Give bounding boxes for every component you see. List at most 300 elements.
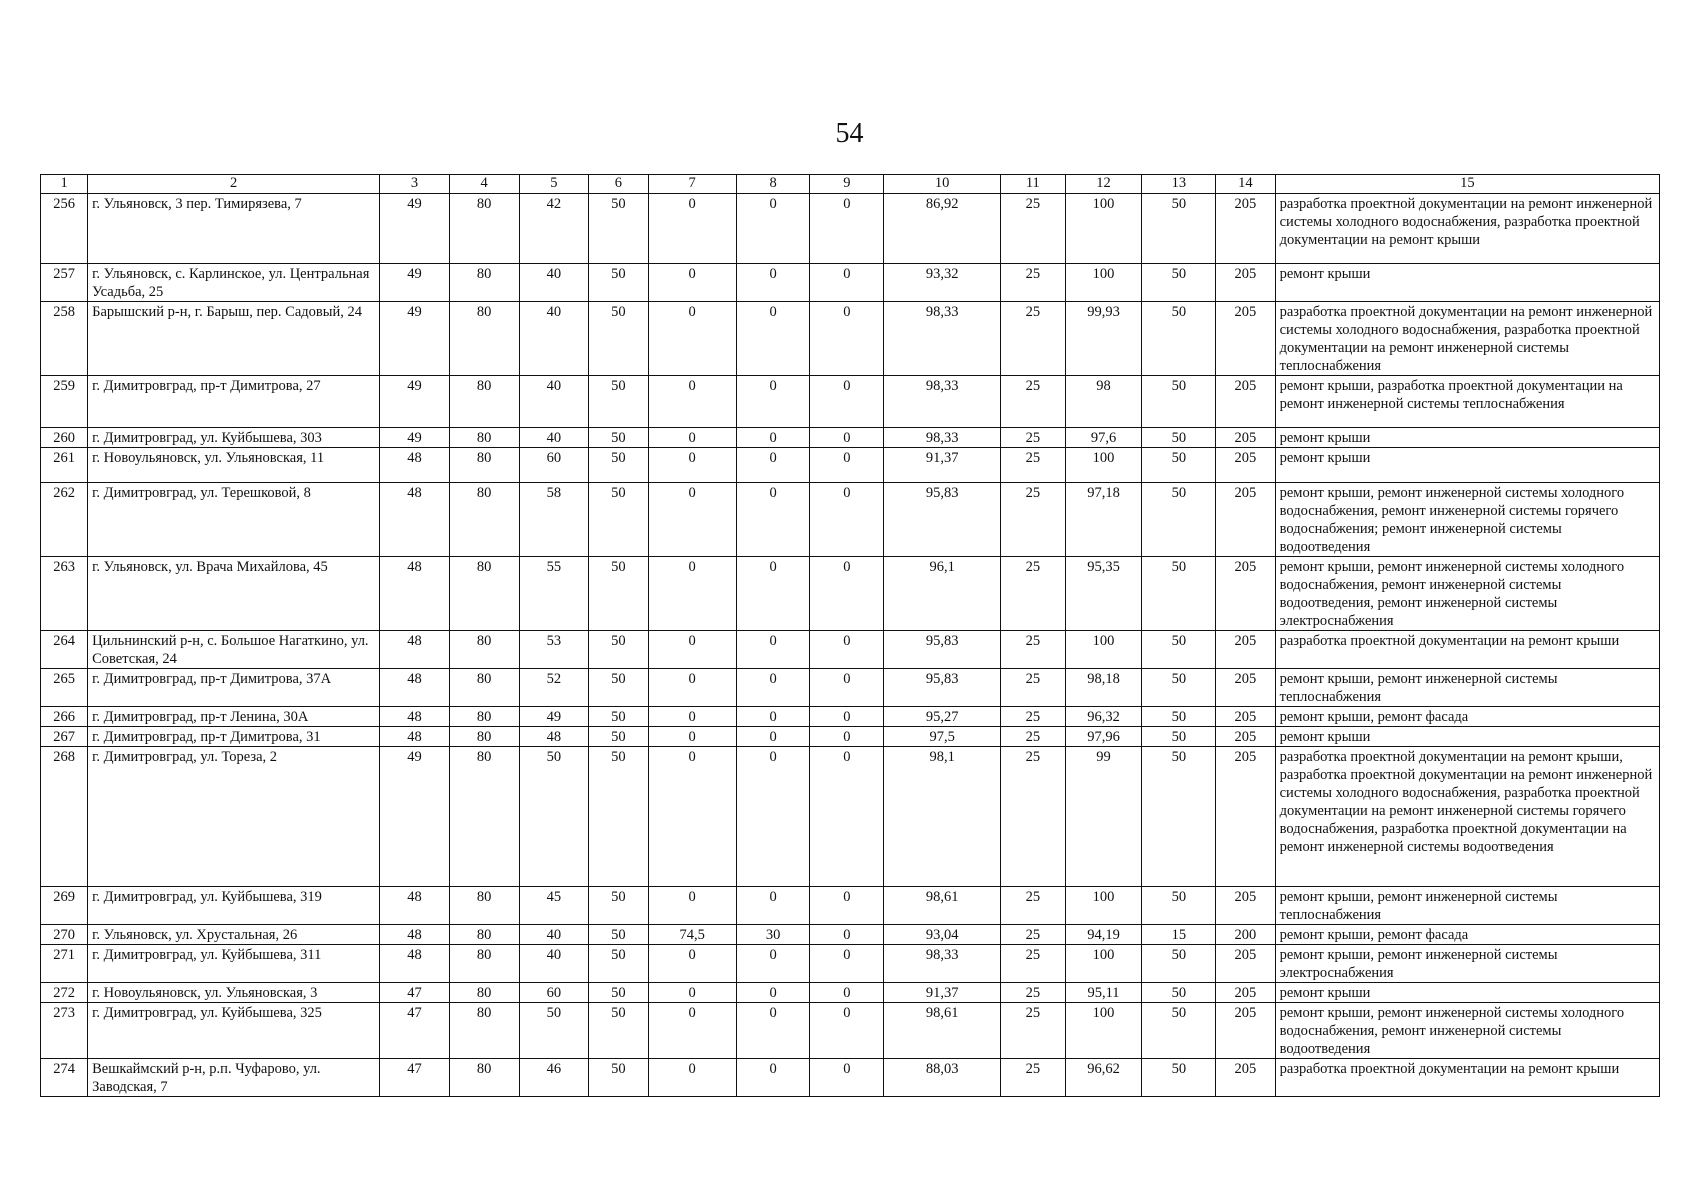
value-cell: 0 bbox=[648, 376, 736, 428]
value-cell: 50 bbox=[589, 194, 648, 264]
value-cell: 15 bbox=[1142, 925, 1216, 945]
value-cell: 25 bbox=[1001, 194, 1066, 264]
value-cell: 40 bbox=[519, 925, 589, 945]
value-cell: 80 bbox=[449, 448, 519, 483]
value-cell: 50 bbox=[1142, 887, 1216, 925]
table-row bbox=[41, 925, 1660, 945]
table-row bbox=[41, 727, 1660, 747]
value-cell: 48 bbox=[380, 448, 450, 483]
value-cell: 98,61 bbox=[884, 1003, 1001, 1059]
value-cell: 25 bbox=[1001, 483, 1066, 557]
value-cell: 50 bbox=[589, 1059, 648, 1097]
work-description-cell: разработка проектной документации на ремонт крыши bbox=[1275, 631, 1659, 669]
column-header: 5 bbox=[519, 175, 589, 194]
value-cell: 0 bbox=[810, 194, 884, 264]
address-cell: Барышский р-н, г. Барыш, пер. Садовый, 24 bbox=[88, 302, 380, 376]
value-cell: 200 bbox=[1216, 925, 1275, 945]
row-number-cell: 260 bbox=[41, 428, 88, 448]
table-row bbox=[41, 669, 1660, 707]
table-row bbox=[41, 557, 1660, 631]
value-cell: 0 bbox=[736, 1003, 810, 1059]
work-description-cell: разработка проектной документации на ремонт крыши bbox=[1275, 1059, 1659, 1097]
value-cell: 80 bbox=[449, 727, 519, 747]
value-cell: 49 bbox=[380, 428, 450, 448]
value-cell: 50 bbox=[589, 669, 648, 707]
column-header: 2 bbox=[88, 175, 380, 194]
value-cell: 100 bbox=[1065, 887, 1142, 925]
value-cell: 50 bbox=[589, 925, 648, 945]
value-cell: 80 bbox=[449, 669, 519, 707]
value-cell: 80 bbox=[449, 1059, 519, 1097]
value-cell: 205 bbox=[1216, 376, 1275, 428]
work-description-cell: разработка проектной документации на ремонт инженерной системы холодного водоснабжения, разработка проектной документации на ремонт крыши bbox=[1275, 194, 1659, 264]
value-cell: 50 bbox=[519, 1003, 589, 1059]
value-cell: 95,11 bbox=[1065, 983, 1142, 1003]
page-number: 54 bbox=[835, 118, 864, 149]
value-cell: 205 bbox=[1216, 483, 1275, 557]
table-row bbox=[41, 302, 1660, 376]
value-cell: 60 bbox=[519, 983, 589, 1003]
value-cell: 25 bbox=[1001, 727, 1066, 747]
value-cell: 80 bbox=[449, 264, 519, 302]
value-cell: 0 bbox=[648, 747, 736, 887]
value-cell: 50 bbox=[519, 747, 589, 887]
value-cell: 0 bbox=[736, 264, 810, 302]
value-cell: 25 bbox=[1001, 557, 1066, 631]
value-cell: 48 bbox=[380, 669, 450, 707]
address-cell: г. Ульяновск, с. Карлинское, ул. Центральная Усадьба, 25 bbox=[88, 264, 380, 302]
address-cell: г. Димитровград, ул. Куйбышева, 303 bbox=[88, 428, 380, 448]
value-cell: 58 bbox=[519, 483, 589, 557]
value-cell: 50 bbox=[589, 302, 648, 376]
value-cell: 50 bbox=[1142, 302, 1216, 376]
value-cell: 48 bbox=[380, 707, 450, 727]
value-cell: 0 bbox=[736, 707, 810, 727]
value-cell: 0 bbox=[736, 428, 810, 448]
value-cell: 25 bbox=[1001, 945, 1066, 983]
value-cell: 0 bbox=[648, 1059, 736, 1097]
value-cell: 0 bbox=[648, 264, 736, 302]
value-cell: 0 bbox=[810, 1059, 884, 1097]
value-cell: 50 bbox=[1142, 983, 1216, 1003]
value-cell: 0 bbox=[648, 707, 736, 727]
value-cell: 80 bbox=[449, 631, 519, 669]
value-cell: 98,18 bbox=[1065, 669, 1142, 707]
value-cell: 80 bbox=[449, 925, 519, 945]
table-row bbox=[41, 983, 1660, 1003]
value-cell: 91,37 bbox=[884, 983, 1001, 1003]
value-cell: 80 bbox=[449, 557, 519, 631]
column-header: 10 bbox=[884, 175, 1001, 194]
value-cell: 0 bbox=[648, 887, 736, 925]
column-header: 12 bbox=[1065, 175, 1142, 194]
value-cell: 50 bbox=[589, 428, 648, 448]
value-cell: 0 bbox=[736, 747, 810, 887]
table-row bbox=[41, 631, 1660, 669]
value-cell: 50 bbox=[589, 264, 648, 302]
value-cell: 0 bbox=[810, 557, 884, 631]
value-cell: 0 bbox=[736, 1059, 810, 1097]
value-cell: 0 bbox=[648, 448, 736, 483]
value-cell: 0 bbox=[810, 945, 884, 983]
table-row bbox=[41, 428, 1660, 448]
value-cell: 40 bbox=[519, 376, 589, 428]
value-cell: 96,32 bbox=[1065, 707, 1142, 727]
value-cell: 91,37 bbox=[884, 448, 1001, 483]
value-cell: 0 bbox=[810, 264, 884, 302]
column-header: 15 bbox=[1275, 175, 1659, 194]
table-row bbox=[41, 887, 1660, 925]
value-cell: 100 bbox=[1065, 448, 1142, 483]
address-cell: г. Димитровград, пр-т Димитрова, 37А bbox=[88, 669, 380, 707]
value-cell: 0 bbox=[810, 707, 884, 727]
value-cell: 97,5 bbox=[884, 727, 1001, 747]
value-cell: 25 bbox=[1001, 707, 1066, 727]
value-cell: 0 bbox=[736, 557, 810, 631]
value-cell: 0 bbox=[810, 483, 884, 557]
address-cell: Вешкаймский р-н, р.п. Чуфарово, ул. Заводская, 7 bbox=[88, 1059, 380, 1097]
value-cell: 40 bbox=[519, 428, 589, 448]
value-cell: 80 bbox=[449, 428, 519, 448]
address-cell: г. Димитровград, пр-т Димитрова, 27 bbox=[88, 376, 380, 428]
table-row bbox=[41, 448, 1660, 483]
value-cell: 49 bbox=[380, 264, 450, 302]
value-cell: 50 bbox=[589, 557, 648, 631]
value-cell: 0 bbox=[648, 727, 736, 747]
value-cell: 50 bbox=[1142, 448, 1216, 483]
row-number-cell: 274 bbox=[41, 1059, 88, 1097]
value-cell: 205 bbox=[1216, 1059, 1275, 1097]
value-cell: 80 bbox=[449, 194, 519, 264]
value-cell: 0 bbox=[810, 631, 884, 669]
value-cell: 98 bbox=[1065, 376, 1142, 428]
value-cell: 55 bbox=[519, 557, 589, 631]
value-cell: 50 bbox=[589, 448, 648, 483]
row-number-cell: 262 bbox=[41, 483, 88, 557]
value-cell: 0 bbox=[810, 448, 884, 483]
value-cell: 0 bbox=[648, 302, 736, 376]
address-cell: г. Ульяновск, 3 пер. Тимирязева, 7 bbox=[88, 194, 380, 264]
value-cell: 0 bbox=[736, 194, 810, 264]
value-cell: 93,04 bbox=[884, 925, 1001, 945]
table-row bbox=[41, 376, 1660, 428]
address-cell: г. Димитровград, ул. Куйбышева, 325 bbox=[88, 1003, 380, 1059]
value-cell: 0 bbox=[736, 983, 810, 1003]
value-cell: 0 bbox=[648, 1003, 736, 1059]
column-header: 6 bbox=[589, 175, 648, 194]
value-cell: 53 bbox=[519, 631, 589, 669]
value-cell: 25 bbox=[1001, 302, 1066, 376]
value-cell: 95,83 bbox=[884, 631, 1001, 669]
address-cell: Цильнинский р-н, с. Большое Нагаткино, ул. Советская, 24 bbox=[88, 631, 380, 669]
value-cell: 25 bbox=[1001, 747, 1066, 887]
value-cell: 80 bbox=[449, 483, 519, 557]
value-cell: 60 bbox=[519, 448, 589, 483]
value-cell: 80 bbox=[449, 747, 519, 887]
value-cell: 80 bbox=[449, 945, 519, 983]
value-cell: 47 bbox=[380, 1059, 450, 1097]
value-cell: 50 bbox=[1142, 194, 1216, 264]
value-cell: 80 bbox=[449, 1003, 519, 1059]
value-cell: 0 bbox=[736, 376, 810, 428]
value-cell: 0 bbox=[736, 631, 810, 669]
value-cell: 0 bbox=[810, 727, 884, 747]
row-number-cell: 267 bbox=[41, 727, 88, 747]
value-cell: 25 bbox=[1001, 925, 1066, 945]
value-cell: 0 bbox=[736, 727, 810, 747]
value-cell: 100 bbox=[1065, 194, 1142, 264]
value-cell: 50 bbox=[1142, 428, 1216, 448]
value-cell: 99,93 bbox=[1065, 302, 1142, 376]
value-cell: 25 bbox=[1001, 983, 1066, 1003]
value-cell: 205 bbox=[1216, 1003, 1275, 1059]
work-description-cell: разработка проектной документации на ремонт инженерной системы холодного водоснабжения, разработка проектной документации на ремонт инженерной системы теплоснабжения bbox=[1275, 302, 1659, 376]
column-header: 14 bbox=[1216, 175, 1275, 194]
value-cell: 97,96 bbox=[1065, 727, 1142, 747]
value-cell: 45 bbox=[519, 887, 589, 925]
value-cell: 0 bbox=[648, 945, 736, 983]
value-cell: 50 bbox=[1142, 376, 1216, 428]
value-cell: 30 bbox=[736, 925, 810, 945]
work-description-cell: ремонт крыши bbox=[1275, 428, 1659, 448]
value-cell: 50 bbox=[1142, 747, 1216, 887]
value-cell: 50 bbox=[1142, 669, 1216, 707]
value-cell: 80 bbox=[449, 376, 519, 428]
value-cell: 50 bbox=[589, 707, 648, 727]
value-cell: 98,61 bbox=[884, 887, 1001, 925]
value-cell: 25 bbox=[1001, 1003, 1066, 1059]
value-cell: 205 bbox=[1216, 747, 1275, 887]
value-cell: 0 bbox=[648, 483, 736, 557]
value-cell: 40 bbox=[519, 264, 589, 302]
work-description-cell: ремонт крыши bbox=[1275, 264, 1659, 302]
work-description-cell: ремонт крыши, ремонт инженерной системы холодного водоснабжения, ремонт инженерной системы водоотведения bbox=[1275, 1003, 1659, 1059]
value-cell: 50 bbox=[589, 483, 648, 557]
table-row bbox=[41, 1059, 1660, 1097]
value-cell: 50 bbox=[1142, 483, 1216, 557]
value-cell: 97,6 bbox=[1065, 428, 1142, 448]
address-cell: г. Димитровград, ул. Куйбышева, 311 bbox=[88, 945, 380, 983]
value-cell: 0 bbox=[810, 428, 884, 448]
value-cell: 0 bbox=[648, 194, 736, 264]
value-cell: 48 bbox=[380, 925, 450, 945]
value-cell: 0 bbox=[736, 448, 810, 483]
value-cell: 80 bbox=[449, 302, 519, 376]
value-cell: 50 bbox=[1142, 1059, 1216, 1097]
value-cell: 47 bbox=[380, 983, 450, 1003]
row-number-cell: 273 bbox=[41, 1003, 88, 1059]
address-cell: г. Димитровград, пр-т Ленина, 30А bbox=[88, 707, 380, 727]
value-cell: 50 bbox=[589, 1003, 648, 1059]
row-number-cell: 270 bbox=[41, 925, 88, 945]
value-cell: 49 bbox=[380, 194, 450, 264]
value-cell: 48 bbox=[380, 557, 450, 631]
value-cell: 96,1 bbox=[884, 557, 1001, 631]
row-number-cell: 259 bbox=[41, 376, 88, 428]
address-cell: г. Ульяновск, ул. Врача Михайлова, 45 bbox=[88, 557, 380, 631]
value-cell: 95,83 bbox=[884, 483, 1001, 557]
work-description-cell: ремонт крыши bbox=[1275, 448, 1659, 483]
value-cell: 25 bbox=[1001, 448, 1066, 483]
value-cell: 50 bbox=[1142, 264, 1216, 302]
value-cell: 205 bbox=[1216, 302, 1275, 376]
value-cell: 205 bbox=[1216, 707, 1275, 727]
value-cell: 95,35 bbox=[1065, 557, 1142, 631]
value-cell: 0 bbox=[736, 669, 810, 707]
value-cell: 50 bbox=[1142, 557, 1216, 631]
value-cell: 25 bbox=[1001, 631, 1066, 669]
header-row bbox=[41, 175, 1660, 194]
row-number-cell: 269 bbox=[41, 887, 88, 925]
row-number-cell: 256 bbox=[41, 194, 88, 264]
value-cell: 205 bbox=[1216, 194, 1275, 264]
value-cell: 0 bbox=[736, 483, 810, 557]
value-cell: 205 bbox=[1216, 557, 1275, 631]
value-cell: 100 bbox=[1065, 631, 1142, 669]
table-row bbox=[41, 945, 1660, 983]
row-number-cell: 268 bbox=[41, 747, 88, 887]
value-cell: 74,5 bbox=[648, 925, 736, 945]
value-cell: 50 bbox=[589, 376, 648, 428]
value-cell: 0 bbox=[810, 376, 884, 428]
value-cell: 0 bbox=[648, 557, 736, 631]
value-cell: 0 bbox=[810, 1003, 884, 1059]
value-cell: 93,32 bbox=[884, 264, 1001, 302]
value-cell: 205 bbox=[1216, 727, 1275, 747]
work-description-cell: ремонт крыши, ремонт фасада bbox=[1275, 707, 1659, 727]
value-cell: 49 bbox=[380, 376, 450, 428]
value-cell: 48 bbox=[519, 727, 589, 747]
row-number-cell: 271 bbox=[41, 945, 88, 983]
value-cell: 80 bbox=[449, 983, 519, 1003]
work-description-cell: ремонт крыши, ремонт инженерной системы теплоснабжения bbox=[1275, 669, 1659, 707]
value-cell: 98,33 bbox=[884, 376, 1001, 428]
row-number-cell: 266 bbox=[41, 707, 88, 727]
value-cell: 99 bbox=[1065, 747, 1142, 887]
value-cell: 205 bbox=[1216, 887, 1275, 925]
value-cell: 49 bbox=[519, 707, 589, 727]
value-cell: 25 bbox=[1001, 264, 1066, 302]
value-cell: 0 bbox=[736, 945, 810, 983]
value-cell: 205 bbox=[1216, 631, 1275, 669]
value-cell: 0 bbox=[810, 302, 884, 376]
value-cell: 100 bbox=[1065, 264, 1142, 302]
work-description-cell: ремонт крыши, разработка проектной документации на ремонт инженерной системы теплоснабжения bbox=[1275, 376, 1659, 428]
value-cell: 25 bbox=[1001, 887, 1066, 925]
value-cell: 0 bbox=[810, 887, 884, 925]
value-cell: 0 bbox=[648, 669, 736, 707]
value-cell: 0 bbox=[648, 428, 736, 448]
value-cell: 95,27 bbox=[884, 707, 1001, 727]
value-cell: 40 bbox=[519, 302, 589, 376]
value-cell: 80 bbox=[449, 887, 519, 925]
data-table bbox=[40, 174, 1660, 1097]
value-cell: 95,83 bbox=[884, 669, 1001, 707]
value-cell: 50 bbox=[589, 631, 648, 669]
value-cell: 0 bbox=[648, 983, 736, 1003]
column-header: 7 bbox=[648, 175, 736, 194]
value-cell: 40 bbox=[519, 945, 589, 983]
value-cell: 100 bbox=[1065, 1003, 1142, 1059]
value-cell: 50 bbox=[1142, 707, 1216, 727]
value-cell: 205 bbox=[1216, 669, 1275, 707]
work-description-cell: разработка проектной документации на ремонт крыши, разработка проектной документации на ремонт инженерной системы холодного водоснабжения, разработка проектной документации на ремонт инженерной системы горячего водоснабжения, разработка проектной документации на ремонт инженерной системы водоотведения bbox=[1275, 747, 1659, 887]
value-cell: 98,1 bbox=[884, 747, 1001, 887]
value-cell: 0 bbox=[648, 631, 736, 669]
value-cell: 48 bbox=[380, 887, 450, 925]
value-cell: 25 bbox=[1001, 669, 1066, 707]
value-cell: 205 bbox=[1216, 945, 1275, 983]
value-cell: 46 bbox=[519, 1059, 589, 1097]
value-cell: 0 bbox=[810, 925, 884, 945]
value-cell: 94,19 bbox=[1065, 925, 1142, 945]
address-cell: г. Димитровград, ул. Куйбышева, 319 bbox=[88, 887, 380, 925]
value-cell: 25 bbox=[1001, 1059, 1066, 1097]
value-cell: 49 bbox=[380, 302, 450, 376]
value-cell: 50 bbox=[589, 945, 648, 983]
value-cell: 50 bbox=[1142, 631, 1216, 669]
value-cell: 80 bbox=[449, 707, 519, 727]
table-body bbox=[41, 194, 1660, 1097]
table-row bbox=[41, 707, 1660, 727]
table-row bbox=[41, 483, 1660, 557]
value-cell: 25 bbox=[1001, 376, 1066, 428]
table-row bbox=[41, 194, 1660, 264]
address-cell: г. Димитровград, пр-т Димитрова, 31 bbox=[88, 727, 380, 747]
value-cell: 100 bbox=[1065, 945, 1142, 983]
value-cell: 50 bbox=[589, 727, 648, 747]
work-description-cell: ремонт крыши, ремонт инженерной системы электроснабжения bbox=[1275, 945, 1659, 983]
value-cell: 50 bbox=[589, 887, 648, 925]
value-cell: 205 bbox=[1216, 983, 1275, 1003]
table-row bbox=[41, 747, 1660, 887]
table-row bbox=[41, 264, 1660, 302]
address-cell: г. Ульяновск, ул. Хрустальная, 26 bbox=[88, 925, 380, 945]
value-cell: 0 bbox=[810, 669, 884, 707]
column-header: 4 bbox=[449, 175, 519, 194]
address-cell: г. Димитровград, ул. Тореза, 2 bbox=[88, 747, 380, 887]
value-cell: 48 bbox=[380, 727, 450, 747]
column-header: 11 bbox=[1001, 175, 1066, 194]
value-cell: 50 bbox=[1142, 1003, 1216, 1059]
value-cell: 0 bbox=[736, 887, 810, 925]
value-cell: 97,18 bbox=[1065, 483, 1142, 557]
value-cell: 205 bbox=[1216, 428, 1275, 448]
column-header: 13 bbox=[1142, 175, 1216, 194]
value-cell: 48 bbox=[380, 945, 450, 983]
address-cell: г. Новоульяновск, ул. Ульяновская, 3 bbox=[88, 983, 380, 1003]
value-cell: 52 bbox=[519, 669, 589, 707]
address-cell: г. Новоульяновск, ул. Ульяновская, 11 bbox=[88, 448, 380, 483]
row-number-cell: 263 bbox=[41, 557, 88, 631]
column-header: 3 bbox=[380, 175, 450, 194]
value-cell: 47 bbox=[380, 1003, 450, 1059]
row-number-cell: 257 bbox=[41, 264, 88, 302]
value-cell: 98,33 bbox=[884, 945, 1001, 983]
value-cell: 48 bbox=[380, 483, 450, 557]
row-number-cell: 272 bbox=[41, 983, 88, 1003]
column-header: 1 bbox=[41, 175, 88, 194]
value-cell: 48 bbox=[380, 631, 450, 669]
value-cell: 88,03 bbox=[884, 1059, 1001, 1097]
work-description-cell: ремонт крыши bbox=[1275, 727, 1659, 747]
value-cell: 0 bbox=[736, 302, 810, 376]
value-cell: 205 bbox=[1216, 448, 1275, 483]
value-cell: 50 bbox=[589, 747, 648, 887]
work-description-cell: ремонт крыши, ремонт фасада bbox=[1275, 925, 1659, 945]
value-cell: 50 bbox=[1142, 945, 1216, 983]
table-row bbox=[41, 1003, 1660, 1059]
